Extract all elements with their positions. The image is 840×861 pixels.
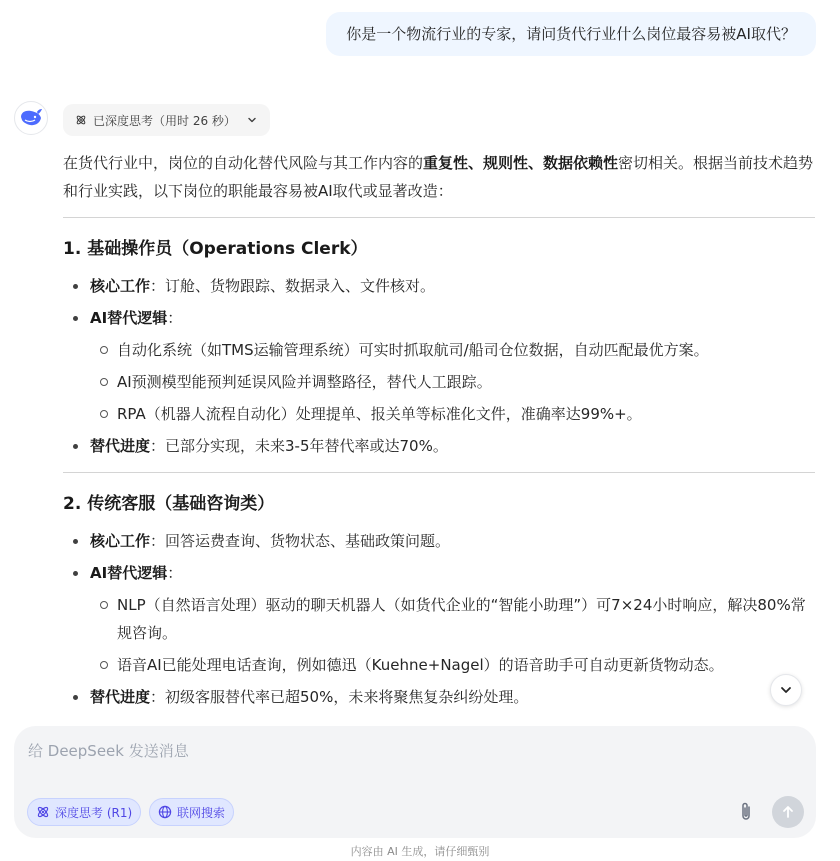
item-colon: ：	[167, 564, 183, 582]
thinking-label: 已深度思考（用时 26 秒）	[93, 113, 236, 128]
list-item	[73, 527, 815, 555]
scroll-to-bottom-button[interactable]	[770, 674, 802, 706]
section-heading: 1. 基础操作员（Operations Clerk）	[63, 239, 368, 259]
web-search-toggle[interactable]	[149, 798, 234, 826]
deepseek-whale-icon	[19, 108, 43, 128]
answer-intro	[63, 149, 815, 205]
item-label: 替代进度	[90, 437, 151, 455]
sub-list	[90, 591, 815, 679]
item-label: 替代进度	[90, 688, 151, 706]
item-text: ：初级客服替代率已超50%，未来将聚焦复杂纠纷处理。	[150, 688, 529, 706]
item-text: ：订舱、货物跟踪、数据录入、文件核对。	[150, 277, 436, 295]
item-text: ：已部分实现，未来3-5年替代率或达70%。	[150, 437, 448, 455]
intro-text-1: 在货代行业中，岗位的自动化替代风险与其工作内容的	[63, 154, 424, 172]
sub-list-item: NLP（自然语言处理）驱动的聊天机器人（如货代企业的“智能小助理”）可7×24小时响应，解决80%常规咨询。	[100, 591, 815, 647]
list-item	[73, 683, 815, 711]
section-heading: 2. 传统客服（基础咨询类）	[63, 494, 275, 514]
divider	[63, 217, 815, 218]
item-label: 核心工作	[90, 277, 151, 295]
thinking-toggle[interactable]	[63, 104, 270, 136]
atom-icon	[36, 805, 50, 819]
globe-icon	[158, 805, 172, 819]
deep-think-label: 深度思考 (R1)	[55, 805, 133, 820]
item-label: AI替代逻辑	[90, 309, 168, 327]
item-text: ：回答运费查询、货物状态、基础政策问题。	[150, 532, 451, 550]
list-item	[73, 559, 815, 679]
sub-list-item: 语音AI已能处理电话查询，例如德迅（Kuehne+Nagel）的语音助手可自动更新货物动态。	[100, 651, 815, 679]
list-item	[73, 272, 815, 300]
attach-file-button[interactable]	[734, 798, 758, 826]
deep-think-toggle[interactable]	[27, 798, 141, 826]
think-atom-icon	[75, 114, 87, 126]
assistant-answer	[63, 149, 815, 729]
paperclip-icon	[738, 801, 754, 823]
arrow-up-icon	[781, 805, 795, 819]
section-list	[63, 527, 815, 711]
section-list	[63, 272, 815, 460]
item-colon: ：	[167, 309, 183, 327]
message-input[interactable]: 给 DeepSeek 发送消息	[28, 742, 189, 760]
divider	[63, 472, 815, 473]
item-label: AI替代逻辑	[90, 564, 168, 582]
item-label: 核心工作	[90, 532, 151, 550]
list-item	[73, 432, 815, 460]
list-item	[73, 304, 815, 428]
chevron-down-icon	[246, 114, 258, 126]
ai-disclaimer: 内容由 AI 生成，请仔细甄别	[350, 845, 490, 858]
sub-list-item: AI预测模型能预判延误风险并调整路径，替代人工跟踪。	[100, 368, 815, 396]
message-composer	[14, 726, 816, 838]
user-message-bubble	[326, 12, 816, 56]
intro-bold: 重复性、规则性、数据依赖性	[423, 154, 619, 172]
user-message-text: 你是一个物流行业的专家，请问货代行业什么岗位最容易被AI取代？	[346, 25, 796, 43]
chevron-down-icon	[779, 683, 793, 697]
sub-list	[90, 336, 815, 428]
sub-list-item: RPA（机器人流程自动化）处理提单、报关单等标准化文件，准确率达99%+。	[100, 400, 815, 428]
sub-list-item: 自动化系统（如TMS运输管理系统）可实时抓取航司/船司仓位数据，自动匹配最优方案。	[100, 336, 815, 364]
web-search-label: 联网搜索	[177, 805, 226, 820]
send-button[interactable]	[772, 796, 804, 828]
intro-text-2: 密切相关。根据当前技术趋势和行业实践，以下岗位的职能最容易被AI取代或显著改造：	[63, 154, 814, 200]
assistant-avatar	[14, 101, 48, 135]
